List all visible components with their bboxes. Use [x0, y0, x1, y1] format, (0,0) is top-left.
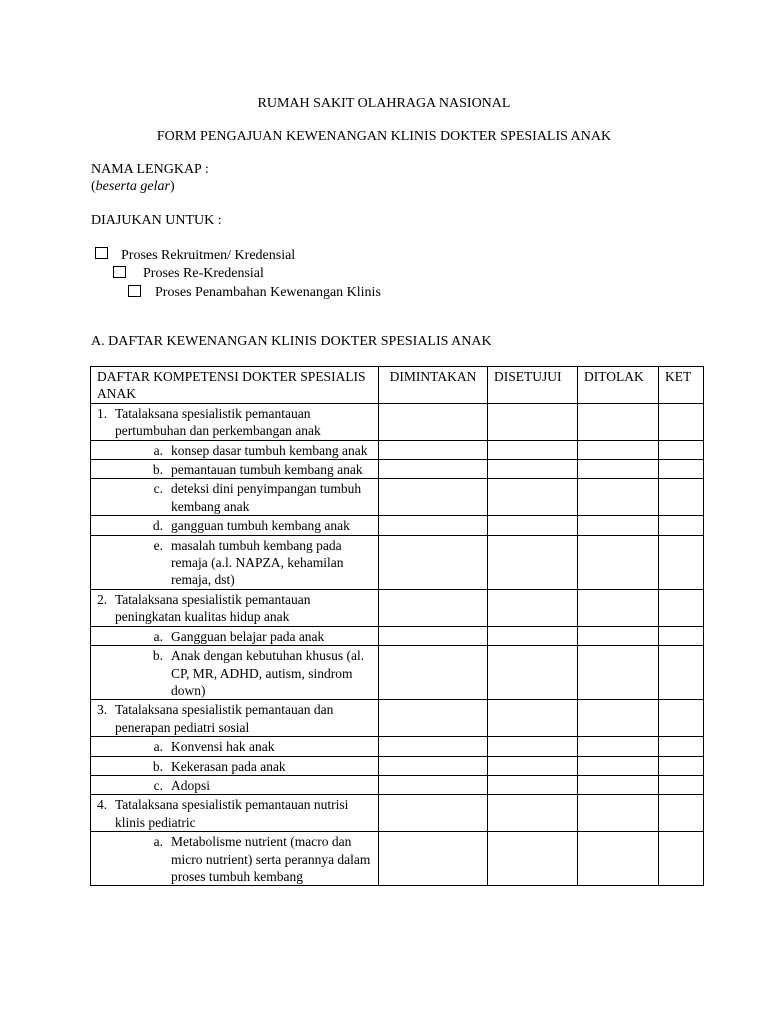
approved-cell[interactable]	[488, 403, 578, 440]
option-re-credential-label: Proses Re-Kredensial	[143, 266, 264, 281]
rejected-cell[interactable]	[578, 479, 659, 516]
table-row	[91, 756, 704, 775]
competency-text: masalah tumbuh kembang pada remaja (a.l. NAPZA, kehamilan remaja, dst)	[171, 537, 344, 588]
notes-cell[interactable]	[659, 700, 704, 737]
competency-text: Konvensi hak anak	[171, 739, 275, 755]
table-row	[91, 403, 704, 440]
row-letter: e.	[153, 537, 163, 553]
table-row	[91, 775, 704, 794]
competency-cell	[91, 795, 379, 832]
option-recruitment-label: Proses Rekruitmen/ Kredensial	[121, 248, 296, 263]
requested-cell[interactable]	[379, 535, 488, 589]
competency-cell	[91, 440, 379, 459]
row-number: 3.	[97, 702, 108, 718]
rejected-cell[interactable]	[578, 460, 659, 479]
table-row	[91, 646, 704, 700]
approved-cell[interactable]	[488, 460, 578, 479]
approved-cell[interactable]	[488, 832, 578, 886]
competency-text: Tatalaksana spesialistik pemantauan pertumbuhan dan perkembangan anak	[115, 405, 321, 439]
notes-cell[interactable]	[659, 516, 704, 535]
full-name-label: NAMA LENGKAP :	[91, 162, 209, 177]
rejected-cell[interactable]	[578, 535, 659, 589]
competency-text: Anak dengan kebutuhan khusus (al. CP, MR, ADHD, autism, sindrom down)	[171, 648, 365, 698]
approved-cell[interactable]	[488, 700, 578, 737]
row-number: 4.	[97, 797, 108, 813]
notes-cell[interactable]	[659, 535, 704, 589]
checkbox-recruitment[interactable]	[95, 247, 108, 259]
notes-cell[interactable]	[659, 479, 704, 516]
submitted-for-label: DIAJUKAN UNTUK :	[91, 213, 222, 228]
hospital-name: RUMAH SAKIT OLAHRAGA NASIONAL	[257, 96, 511, 111]
row-letter: a.	[153, 834, 163, 850]
approved-cell[interactable]	[488, 479, 578, 516]
notes-cell[interactable]	[659, 626, 704, 645]
table-row	[91, 832, 704, 886]
rejected-cell[interactable]	[578, 589, 659, 626]
requested-cell[interactable]	[379, 795, 488, 832]
requested-cell[interactable]	[379, 700, 488, 737]
competency-text: Metabolisme nutrient (macro dan micro nutrient) serta perannya dalam proses tumbuh kembang	[171, 834, 371, 884]
competency-cell	[91, 460, 379, 479]
table-row	[91, 589, 704, 626]
notes-cell[interactable]	[659, 775, 704, 794]
notes-cell[interactable]	[659, 737, 704, 756]
rejected-cell[interactable]	[578, 775, 659, 794]
checkbox-additional-privilege[interactable]	[128, 285, 141, 297]
notes-cell[interactable]	[659, 756, 704, 775]
competency-cell	[91, 832, 379, 886]
rejected-cell[interactable]	[578, 403, 659, 440]
competency-cell	[91, 756, 379, 775]
section-a-title: A. DAFTAR KEWENANGAN KLINIS DOKTER SPESIALIS ANAK	[91, 334, 492, 349]
requested-cell[interactable]	[379, 756, 488, 775]
notes-cell[interactable]	[659, 460, 704, 479]
requested-cell[interactable]	[379, 460, 488, 479]
notes-cell[interactable]	[659, 589, 704, 626]
header-competency: DAFTAR KOMPETENSI DOKTER SPESIALIS ANAK	[91, 367, 379, 404]
competency-cell	[91, 403, 379, 440]
form-title: FORM PENGAJUAN KEWENANGAN KLINIS DOKTER SPESIALIS ANAK	[156, 129, 612, 144]
approved-cell[interactable]	[488, 626, 578, 645]
row-number: 1.	[97, 405, 108, 421]
notes-cell[interactable]	[659, 403, 704, 440]
rejected-cell[interactable]	[578, 795, 659, 832]
competency-cell	[91, 516, 379, 535]
competency-text: gangguan tumbuh kembang anak	[171, 518, 350, 534]
competency-cell	[91, 775, 379, 794]
competency-text: Adopsi	[171, 777, 211, 793]
table-row	[91, 479, 704, 516]
requested-cell[interactable]	[379, 832, 488, 886]
row-letter: a.	[153, 628, 163, 644]
full-name-hint: (beserta gelar)	[91, 179, 175, 194]
header-requested: DIMINTAKAN	[379, 367, 488, 404]
requested-cell[interactable]	[379, 775, 488, 794]
competency-text: Tatalaksana spesialistik pemantauan peningkatan kualitas hidup anak	[115, 591, 311, 625]
competency-cell	[91, 479, 379, 516]
header-approved: DISETUJUI	[488, 367, 578, 404]
requested-cell[interactable]	[379, 516, 488, 535]
table-row	[91, 700, 704, 737]
row-number: 2.	[97, 591, 108, 607]
requested-cell[interactable]	[379, 403, 488, 440]
approved-cell[interactable]	[488, 646, 578, 700]
competency-cell	[91, 535, 379, 589]
competency-cell	[91, 737, 379, 756]
row-letter: b.	[152, 462, 163, 478]
rejected-cell[interactable]	[578, 516, 659, 535]
row-letter: d.	[152, 518, 163, 534]
rejected-cell[interactable]	[578, 646, 659, 700]
checkbox-re-credential[interactable]	[113, 266, 126, 278]
requested-cell[interactable]	[379, 626, 488, 645]
competency-text: pemantauan tumbuh kembang anak	[171, 462, 363, 478]
row-letter: b.	[152, 648, 163, 664]
requested-cell[interactable]	[379, 589, 488, 626]
row-letter: a.	[153, 739, 163, 755]
option-additional-privilege-label: Proses Penambahan Kewenangan Klinis	[155, 285, 381, 300]
notes-cell[interactable]	[659, 832, 704, 886]
requested-cell[interactable]	[379, 646, 488, 700]
notes-cell[interactable]	[659, 440, 704, 459]
table-row	[91, 535, 704, 589]
approved-cell[interactable]	[488, 775, 578, 794]
approved-cell[interactable]	[488, 516, 578, 535]
competency-cell	[91, 700, 379, 737]
notes-cell[interactable]	[659, 646, 704, 700]
competency-text: Kekerasan pada anak	[171, 758, 286, 774]
rejected-cell[interactable]	[578, 832, 659, 886]
table-row	[91, 626, 704, 645]
competency-text: Tatalaksana spesialistik pemantauan dan penerapan pediatri sosial	[115, 702, 334, 735]
competency-text: deteksi dini penyimpangan tumbuh kembang anak	[171, 481, 362, 514]
rejected-cell[interactable]	[578, 700, 659, 737]
table-header-row	[91, 367, 704, 404]
rejected-cell[interactable]	[578, 737, 659, 756]
competency-table	[90, 366, 704, 886]
approved-cell[interactable]	[488, 589, 578, 626]
header-notes: KET	[659, 367, 704, 404]
competency-text: Gangguan belajar pada anak	[171, 628, 325, 644]
rejected-cell[interactable]	[578, 756, 659, 775]
approved-cell[interactable]	[488, 756, 578, 775]
rejected-cell[interactable]	[578, 626, 659, 645]
requested-cell[interactable]	[379, 440, 488, 459]
table-row	[91, 516, 704, 535]
notes-cell[interactable]	[659, 795, 704, 832]
approved-cell[interactable]	[488, 440, 578, 459]
rejected-cell[interactable]	[578, 440, 659, 459]
approved-cell[interactable]	[488, 737, 578, 756]
competency-cell	[91, 646, 379, 700]
competency-cell	[91, 626, 379, 645]
row-letter: b.	[152, 758, 163, 774]
table-row	[91, 795, 704, 832]
table-row	[91, 440, 704, 459]
table-row	[91, 737, 704, 756]
approved-cell[interactable]	[488, 795, 578, 832]
header-rejected: DITOLAK	[578, 367, 659, 404]
approved-cell[interactable]	[488, 535, 578, 589]
row-letter: a.	[153, 442, 163, 458]
row-letter: c.	[153, 777, 163, 793]
table-row	[91, 460, 704, 479]
competency-text: Tatalaksana spesialistik pemantauan nutrisi klinis pediatric	[115, 797, 349, 830]
row-letter: c.	[153, 481, 163, 497]
requested-cell[interactable]	[379, 479, 488, 516]
competency-cell	[91, 589, 379, 626]
competency-text: konsep dasar tumbuh kembang anak	[171, 442, 368, 458]
requested-cell[interactable]	[379, 737, 488, 756]
